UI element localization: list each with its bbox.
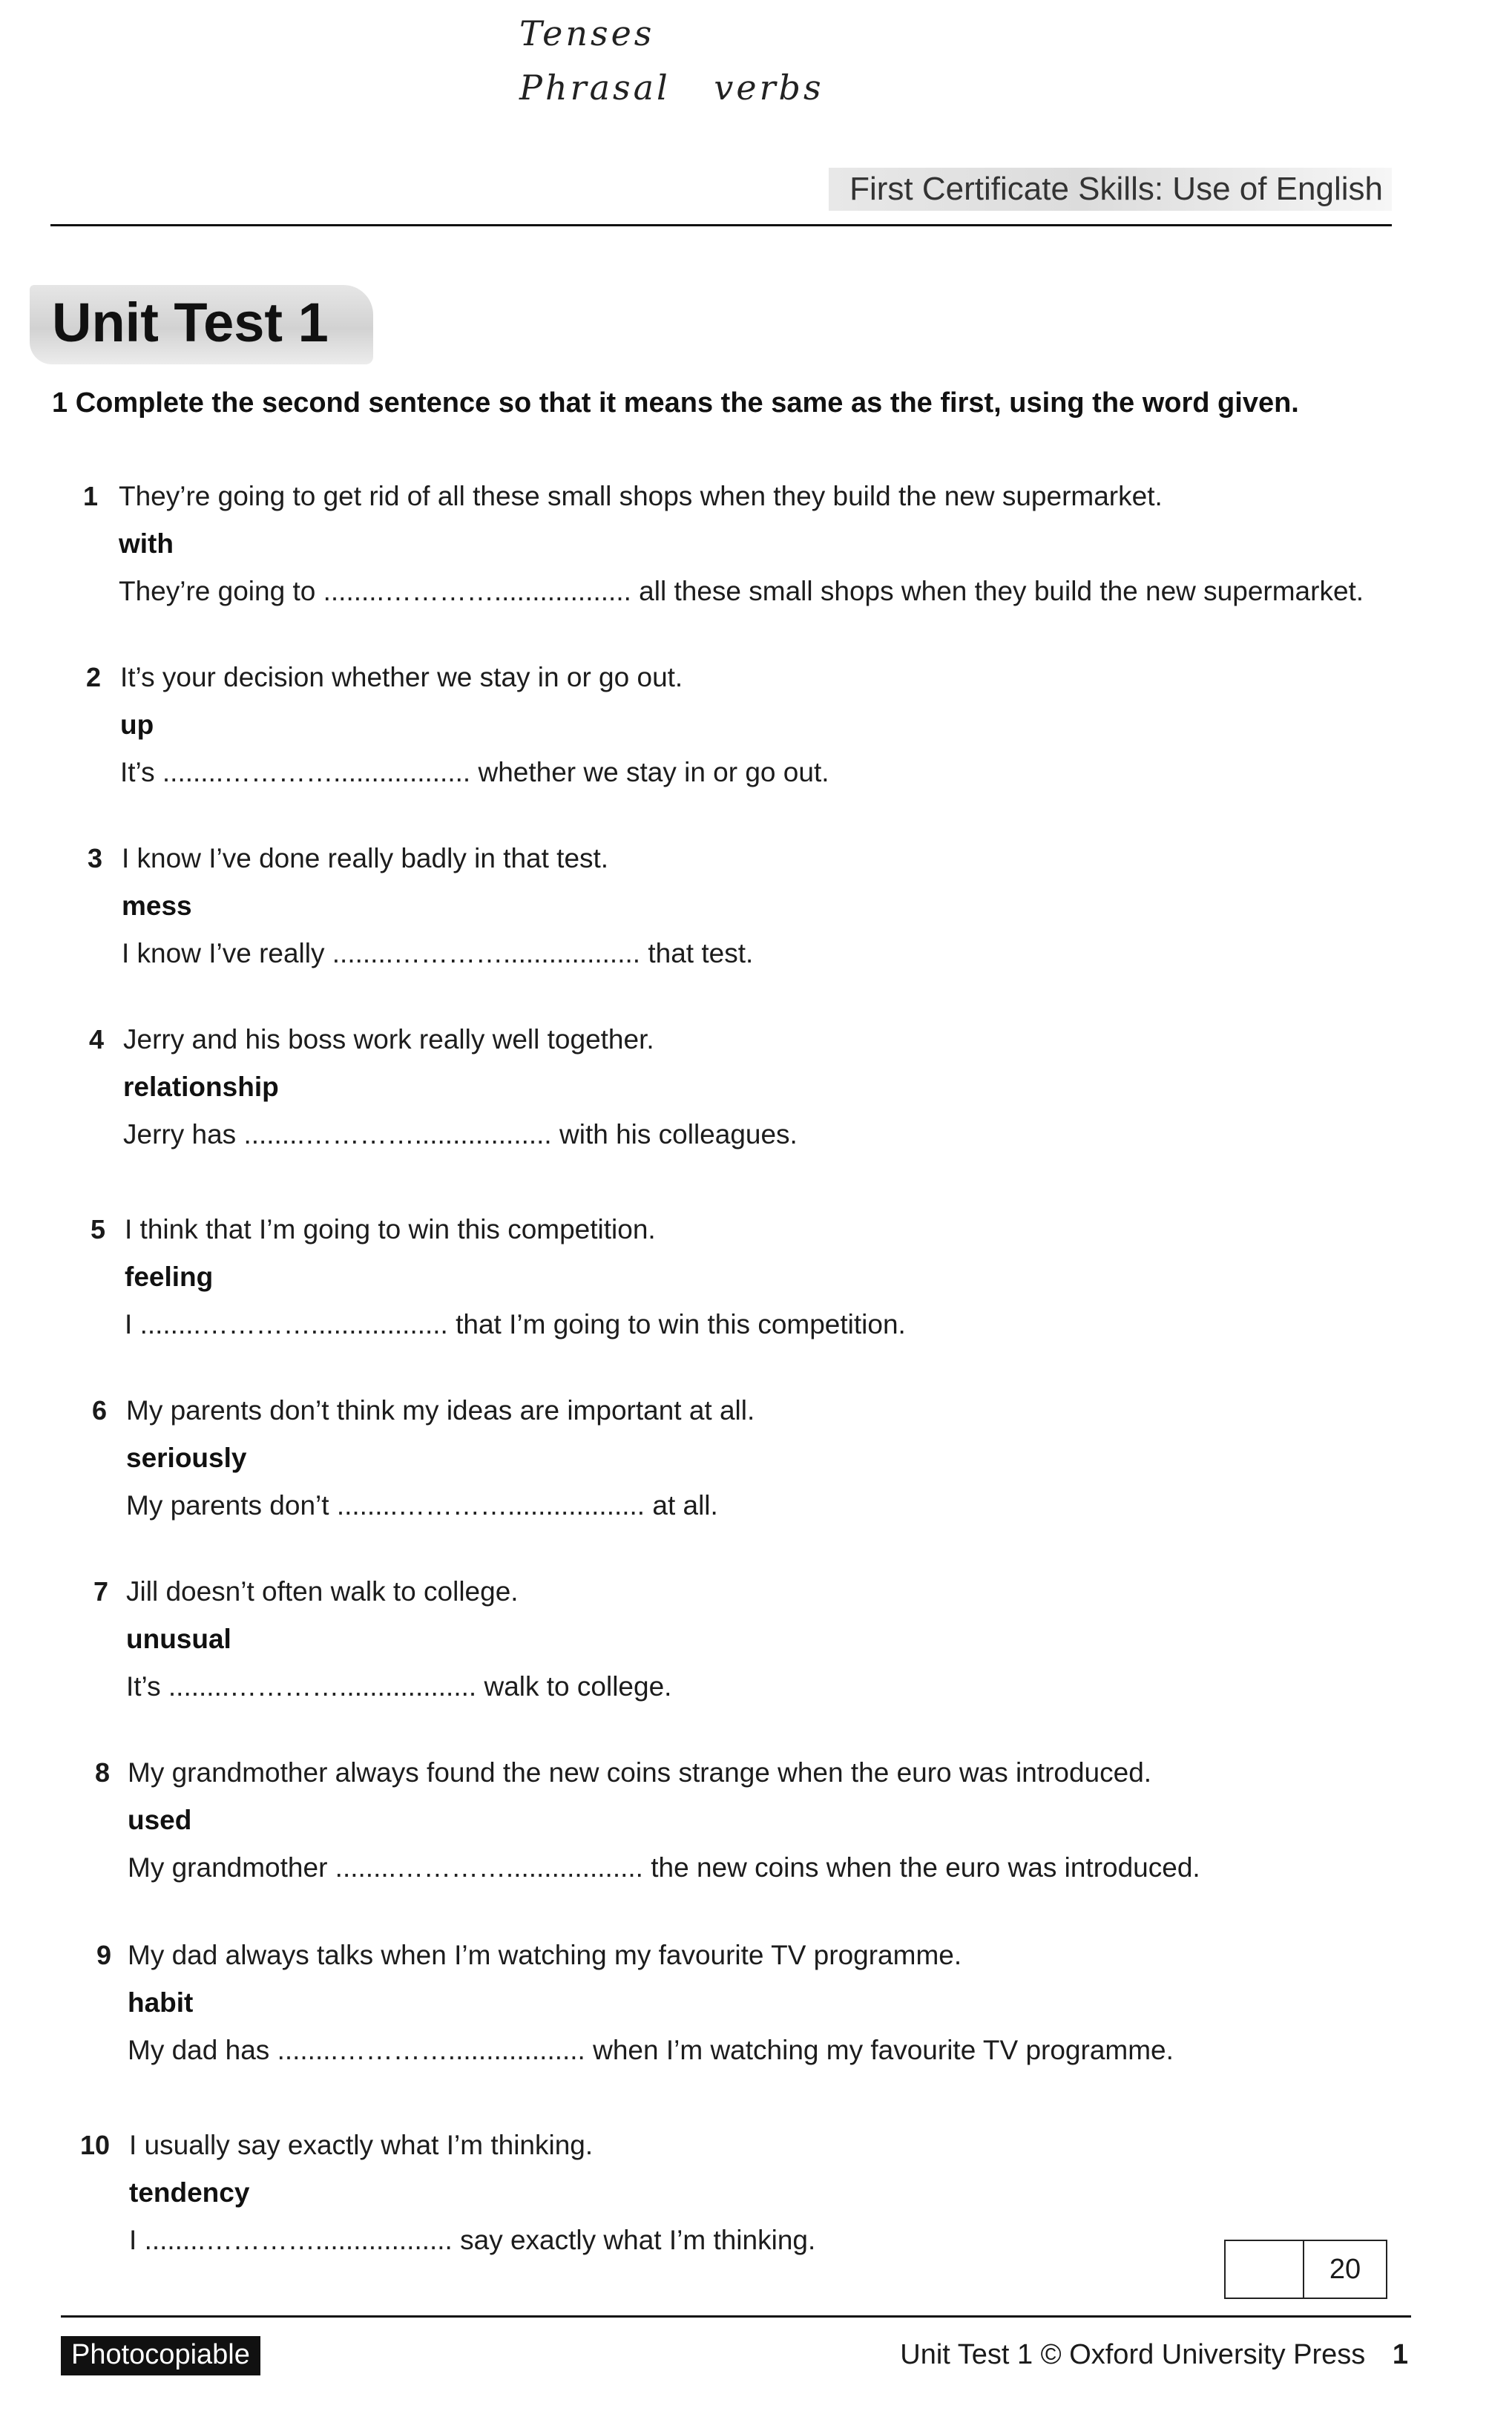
sentence-start: My grandmother [128,1852,328,1883]
answer-gap[interactable]: ........………….................. [243,1119,552,1150]
sentence-end: that I’m going to win this competition. [456,1309,906,1339]
page-number: 1 [1392,2339,1408,2370]
key-word: tendency [129,2177,250,2208]
completion-line [120,757,829,788]
completion-line [119,576,1364,607]
answer-gap[interactable]: ........………….................. [336,1490,645,1521]
question-number: 3 [87,843,102,873]
original-sentence: I think that I’m going to win this competition. [125,1214,656,1244]
score-total: 20 [1329,2253,1361,2285]
question-item [0,481,1512,622]
original-sentence: Jill doesn’t often walk to college. [126,1576,519,1607]
answer-gap[interactable]: ........………….................. [323,576,631,606]
question-item [0,1395,1512,1536]
sentence-start: It’s [126,1671,161,1702]
key-word: seriously [126,1443,247,1473]
key-word: relationship [123,1072,279,1102]
score-box [1224,2240,1387,2299]
sentence-end: when I’m watching my favourite TV programme. [593,2035,1174,2065]
completion-line [128,1852,1200,1883]
question-number: 7 [93,1576,108,1607]
completion-line [128,2035,1174,2066]
sentence-end: all these small shops when they build the new supermarket. [639,576,1364,606]
footer-divider [61,2315,1411,2318]
sentence-start: I [125,1309,133,1339]
handwritten-notes [519,13,824,108]
question-item [0,662,1512,803]
question-number: 6 [91,1395,107,1426]
key-word: mess [122,891,192,921]
answer-gap[interactable]: ........………….................. [168,1671,477,1702]
key-word: with [119,528,174,559]
original-sentence: I know I’ve done really badly in that test. [122,843,609,873]
page-title: Unit Test 1 [52,292,329,353]
series-title: First Certificate Skills: Use of English [829,168,1392,211]
question-number: 5 [90,1214,105,1244]
completion-line [123,1119,798,1150]
sentence-end: with his colleagues. [559,1119,798,1150]
key-word: unusual [126,1624,231,1654]
unit-title-banner [30,285,373,364]
answer-gap[interactable]: ........………….................. [332,938,641,968]
sentence-end: at all. [652,1490,718,1521]
original-sentence: My grandmother always found the new coins strange when the euro was introduced. [128,1757,1152,1788]
answer-gap[interactable]: ........………….................. [139,1309,448,1339]
handwritten-note: Phrasal verbs [519,68,824,108]
sentence-start: My parents don’t [126,1490,329,1521]
key-word: up [120,709,154,740]
sentence-start: My dad has [128,2035,270,2065]
question-number: 10 [79,2130,110,2160]
sentence-start: They’re going to [119,576,316,606]
question-item [0,1940,1512,2081]
key-word: feeling [125,1262,214,1292]
sentence-end: say exactly what I’m thinking. [460,2225,816,2255]
exercise-instruction: 1 Complete the second sentence so that it means the same as the first, using the word given. [52,387,1299,419]
footer-credit [900,2339,1408,2371]
answer-gap[interactable]: ........………….................. [335,1852,643,1883]
question-number: 2 [85,662,101,692]
question-number: 8 [94,1757,110,1788]
original-sentence: They’re going to get rid of all these small shops when they build the new supermarket. [119,481,1163,511]
completion-line [126,1671,671,1702]
question-item [0,1214,1512,1355]
question-item [0,1024,1512,1165]
sentence-end: the new coins when the euro was introduced. [651,1852,1200,1883]
sentence-start: I [129,2225,137,2255]
original-sentence: My dad always talks when I’m watching my favourite TV programme. [128,1940,962,1970]
sentence-end: walk to college. [484,1671,672,1702]
sentence-start: It’s [120,757,155,787]
answer-gap[interactable]: ........………….................. [277,2035,585,2065]
sentence-end: that test. [648,938,754,968]
photocopiable-badge: Photocopiable [61,2336,260,2375]
original-sentence: I usually say exactly what I’m thinking. [129,2130,594,2160]
key-word: used [128,1805,192,1835]
sentence-end: whether we stay in or go out. [478,757,829,787]
score-obtained-field[interactable] [1226,2241,1304,2298]
completion-line [125,1309,906,1340]
question-item [0,1576,1512,1717]
completion-line [122,938,753,969]
question-item [0,843,1512,984]
key-word: habit [128,1987,194,2018]
original-sentence: My parents don’t think my ideas are important at all. [126,1395,755,1426]
copyright-text: Unit Test 1 © Oxford University Press [900,2339,1366,2370]
completion-line [126,1490,718,1521]
completion-line [129,2225,815,2256]
handwritten-note: Tenses [519,13,655,53]
answer-gap[interactable]: ........………….................. [144,2225,453,2255]
question-number: 1 [82,481,98,511]
sentence-start: I know I’ve really [122,938,325,968]
question-number: 4 [88,1024,104,1055]
header-divider [50,224,1392,226]
original-sentence: It’s your decision whether we stay in or go out. [120,662,683,692]
question-number: 9 [96,1940,111,1970]
answer-gap[interactable]: ........………….................. [162,757,471,787]
original-sentence: Jerry and his boss work really well together. [123,1024,654,1055]
question-item [0,1757,1512,1898]
sentence-start: Jerry has [123,1119,237,1150]
